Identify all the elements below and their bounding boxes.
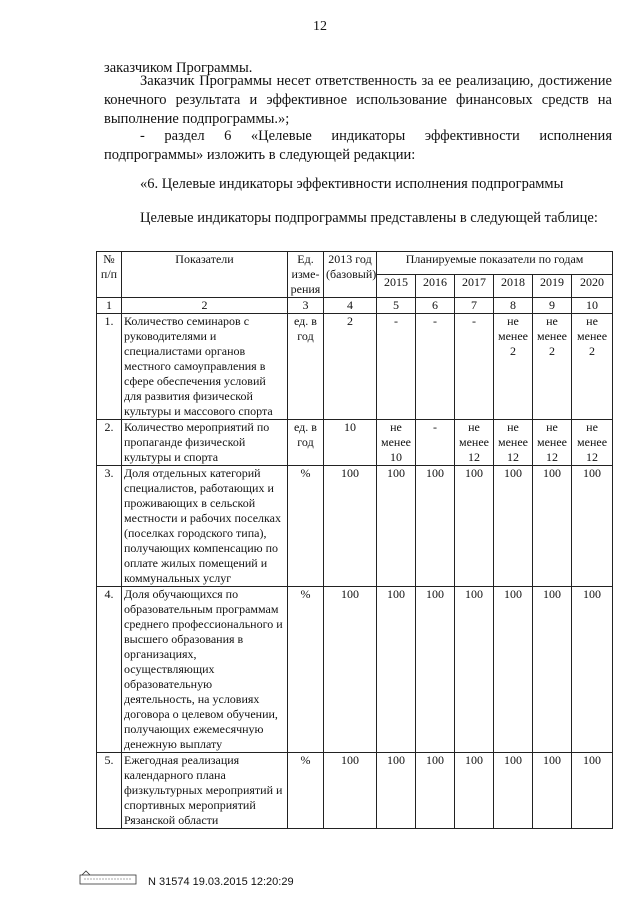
- header-year: 2018: [494, 275, 533, 298]
- table-row: [97, 466, 613, 587]
- row-value: 100: [455, 753, 494, 829]
- row-value: не менее 12: [572, 420, 613, 466]
- row-base: 100: [324, 753, 377, 829]
- row-value: -: [455, 314, 494, 420]
- column-number: 2: [122, 298, 288, 314]
- row-value: 100: [377, 587, 416, 753]
- paragraph-2: [104, 72, 612, 129]
- row-base: 2: [324, 314, 377, 420]
- row-indicator: Доля обучающихся по образовательным программам среднего профессионального и высшего образования в организациях, осуществляющих образовательную деятельность, на условиях договора о целевом обучении, получающих ежемесячную денежную выплату: [122, 587, 288, 753]
- row-indicator: Ежегодная реализация календарного плана физкультурных мероприятий и спортивных мероприятий Рязанской области: [122, 753, 288, 829]
- header-planned: Планируемые показатели по годам: [377, 252, 613, 275]
- paragraph-3: [104, 127, 612, 165]
- column-number: 10: [572, 298, 613, 314]
- header-year: 2020: [572, 275, 613, 298]
- row-unit: %: [288, 466, 324, 587]
- header-year: 2017: [455, 275, 494, 298]
- row-indicator: Количество мероприятий по пропаганде физической культуры и спорта: [122, 420, 288, 466]
- row-value: 100: [494, 466, 533, 587]
- row-unit: %: [288, 753, 324, 829]
- row-num: 3.: [97, 466, 122, 587]
- indicators-table: [96, 251, 613, 829]
- column-number: 6: [416, 298, 455, 314]
- column-number: 9: [533, 298, 572, 314]
- paragraph-2-text: Заказчик Программы несет ответственность за ее реализацию, достижение конечного результата и эффективное использование финансовых средств на выполнение подпрограммы.»;: [104, 73, 612, 127]
- row-value: -: [416, 314, 455, 420]
- row-base: 10: [324, 420, 377, 466]
- row-num: 1.: [97, 314, 122, 420]
- section-heading-text: «6. Целевые индикаторы эффективности исполнения подпрограммы: [140, 176, 564, 192]
- row-value: -: [416, 420, 455, 466]
- row-value: не менее 2: [494, 314, 533, 420]
- column-number: 8: [494, 298, 533, 314]
- row-base: 100: [324, 587, 377, 753]
- row-unit: %: [288, 587, 324, 753]
- row-value: не менее 10: [377, 420, 416, 466]
- row-value: 100: [416, 587, 455, 753]
- table-row: [97, 314, 613, 420]
- registration-stamp-icon: [78, 870, 140, 888]
- table-row: [97, 587, 613, 753]
- row-value: 100: [455, 587, 494, 753]
- row-value: 100: [377, 466, 416, 587]
- header-row: [97, 252, 613, 275]
- row-value: 100: [533, 466, 572, 587]
- header-unit: Ед. изме-рения: [288, 252, 324, 298]
- paragraph-4: [104, 209, 612, 228]
- header-year: 2016: [416, 275, 455, 298]
- row-unit: ед. в год: [288, 420, 324, 466]
- row-value: -: [377, 314, 416, 420]
- row-value: 100: [416, 753, 455, 829]
- row-value: не менее 12: [494, 420, 533, 466]
- row-base: 100: [324, 466, 377, 587]
- row-value: не менее 12: [533, 420, 572, 466]
- row-value: не менее 2: [533, 314, 572, 420]
- row-value: 100: [494, 753, 533, 829]
- paragraph-3-text: - раздел 6 «Целевые индикаторы эффективности исполнения подпрограммы» изложить в следующей редакции:: [104, 128, 612, 163]
- page-number: 12: [313, 19, 327, 34]
- table-row: [97, 420, 613, 466]
- column-number: 1: [97, 298, 122, 314]
- row-num: 5.: [97, 753, 122, 829]
- row-value: не менее 2: [572, 314, 613, 420]
- row-indicator: Доля отдельных категорий специалистов, работающих и проживающих в сельской местности и рабочих поселках (поселках городского типа), получающих компенсацию по оплате жилых помещений и коммунальных услуг: [122, 466, 288, 587]
- header-num: № п/п: [97, 252, 122, 298]
- header-year: 2015: [377, 275, 416, 298]
- paragraph-1-text: заказчиком Программы.: [104, 60, 253, 76]
- header-indicator: Показатели: [122, 252, 288, 298]
- row-indicator: Количество семинаров с руководителями и специалистами органов местного самоуправления в сфере обеспечения условий для развития физической культуры и массового спорта: [122, 314, 288, 420]
- row-value: 100: [416, 466, 455, 587]
- column-number: 3: [288, 298, 324, 314]
- column-number: 4: [324, 298, 377, 314]
- paragraph-4-text: Целевые индикаторы подпрограммы представлены в следующей таблице:: [140, 210, 598, 226]
- row-value: 100: [572, 753, 613, 829]
- row-value: 100: [494, 587, 533, 753]
- row-value: 100: [533, 587, 572, 753]
- row-value: 100: [572, 466, 613, 587]
- row-num: 4.: [97, 587, 122, 753]
- column-number-row: [97, 298, 613, 314]
- column-number: 5: [377, 298, 416, 314]
- header-base-year: 2013 год (базовый): [324, 252, 377, 298]
- row-value: не менее 12: [455, 420, 494, 466]
- column-number: 7: [455, 298, 494, 314]
- row-value: 100: [533, 753, 572, 829]
- row-num: 2.: [97, 420, 122, 466]
- section-heading: [104, 175, 612, 194]
- table-row: [97, 753, 613, 829]
- header-year: 2019: [533, 275, 572, 298]
- row-value: 100: [572, 587, 613, 753]
- row-value: 100: [377, 753, 416, 829]
- row-unit: ед. в год: [288, 314, 324, 420]
- document-id: N 31574 19.03.2015 12:20:29: [148, 876, 294, 888]
- row-value: 100: [455, 466, 494, 587]
